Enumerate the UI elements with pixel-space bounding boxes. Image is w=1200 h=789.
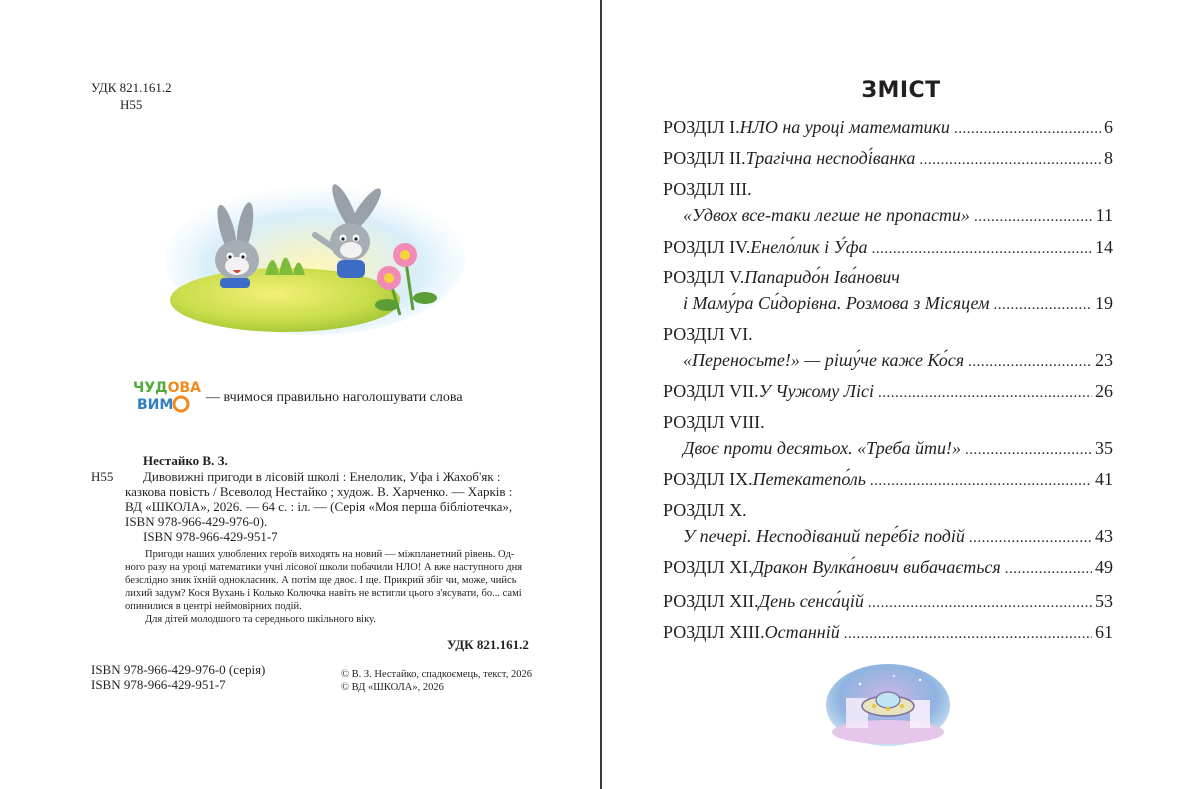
udk-bottom: УДК 821.161.2 [447, 637, 529, 652]
toc-title-text: «Переносьте!» — рішу́че каже Ко́ся [683, 350, 965, 370]
toc-row-7 [663, 380, 1113, 404]
bunnies-illustration [165, 180, 465, 340]
toc-leader [994, 294, 1092, 316]
right-page [602, 0, 1200, 789]
toc-title: ЗМІСТ [861, 78, 941, 103]
toc-page: 26 [1095, 381, 1113, 401]
toc-page: 6 [1104, 117, 1113, 137]
spaceship-illustration [824, 662, 952, 748]
toc-label: РОЗДІЛ III. [663, 179, 752, 199]
isbn-line: ISBN 978-966-429-951-7 [91, 677, 226, 692]
toc-row-11 [663, 556, 1113, 580]
logo-part-2: ОВА [167, 380, 201, 396]
toc-row-2 [663, 147, 1113, 171]
toc-row-5 [683, 292, 1113, 316]
toc-row-10 [683, 525, 1113, 549]
catalog-line: ВД «ШКОЛА», 2026. — 64 с. : іл. — (Серія «Моя перша бібліотечка», [125, 499, 513, 514]
toc-label: РОЗДІЛ XIII. [663, 622, 765, 642]
annotation-line: лихий задум? Кося Вухань і Колько Колючка навіть не встигли цього з'ясувати, бо... самі [125, 588, 522, 599]
toc-title-text: У Чужому Лісі [758, 381, 874, 401]
toc-leader [919, 149, 1101, 171]
toc-leader [1005, 558, 1092, 580]
toc-title-text: У печері. Несподіваний пере́біг подій [683, 526, 965, 546]
toc-page: 41 [1095, 469, 1113, 489]
toc-leader [878, 382, 1092, 404]
toc-page: 23 [1095, 350, 1113, 370]
toc-title-text: Трагічна несподі́ванка [745, 148, 916, 168]
catalog-heading: Нестайко В. З. [143, 453, 228, 468]
toc-page: 53 [1095, 591, 1113, 611]
catalog-entry [125, 469, 543, 544]
toc-label: РОЗДІЛ V. [663, 267, 745, 287]
toc-label: РОЗДІЛ VIII. [663, 412, 765, 432]
annotation [125, 548, 545, 626]
toc-leader [965, 439, 1092, 461]
toc-row-8 [683, 437, 1113, 461]
toc-page: 35 [1095, 438, 1113, 458]
toc-row-13 [663, 621, 1113, 645]
toc-page: 14 [1095, 237, 1113, 257]
catalog-author-sign: Н55 [91, 469, 114, 484]
audience-line: Для дітей молодшого та середнього шкільного віку. [145, 614, 376, 625]
toc-label: РОЗДІЛ XII. [663, 591, 759, 611]
toc-row-1 [663, 116, 1113, 140]
logo-part-3: ВИМ [137, 397, 174, 413]
catalog-line: ISBN 978-966-429-951-7 [143, 529, 278, 544]
toc-row-3 [683, 204, 1113, 228]
toc-title-text: Останній [764, 622, 840, 642]
copyright-line: © В. З. Нестайко, спадкоємець, текст, 2026 [341, 669, 532, 680]
toc-row-10-label [663, 499, 1113, 521]
toc-page: 49 [1095, 557, 1113, 577]
toc-title-text: День сенса́цій [758, 591, 864, 611]
annotation-line: ного разу на уроці математики учні лісової школи побачили НЛО! А вже наступного дня [125, 562, 523, 573]
toc-title-text: НЛО на уроці математики [739, 117, 950, 137]
toc-title-text: Петекатепо́ль [752, 469, 866, 489]
toc-leader [974, 206, 1093, 228]
toc-label: РОЗДІЛ VI. [663, 324, 753, 344]
isbn-line: ISBN 978-966-429-976-0 (серія) [91, 662, 266, 677]
toc-row-3-label [663, 178, 1113, 200]
toc-row-4 [663, 236, 1113, 260]
udk-top: УДК 821.161.2 [91, 80, 172, 95]
toc-leader [844, 623, 1092, 645]
isbn-block [91, 662, 265, 692]
toc-page: 43 [1095, 526, 1113, 546]
copyright-line: © ВД «ШКОЛА», 2026 [341, 682, 444, 693]
toc-title-text: і Маму́ра Си́дорівна. Розмова з Місяцем [683, 293, 990, 313]
toc-row-12 [663, 590, 1113, 614]
toc-row-6-label [663, 323, 1113, 345]
annotation-line: безслідно зник їхній однокласник. А потім ще двоє. І ще. Прикрий збіг чи, може, чийсь [125, 575, 517, 586]
toc-leader [954, 118, 1101, 140]
annotation-line: Пригоди наших улюблених героїв виходять на новий — міжпланетний рівень. Од- [145, 549, 515, 560]
toc-label: РОЗДІЛ IV. [663, 237, 751, 257]
series-description: — вчимося правильно наголошувати слова [206, 390, 463, 405]
toc-label: РОЗДІЛ IX. [663, 469, 753, 489]
catalog-line: Дивовижні пригоди в лісовій школі : Енелолик, Уфа і Жахоб'як : [143, 469, 501, 484]
toc-title-text: Папаридо́н Іва́нович [744, 267, 900, 287]
toc-title-text: Дракон Вулка́нович вибачається [752, 557, 1001, 577]
copyright-block [341, 668, 532, 694]
toc-leader [868, 592, 1092, 614]
toc-row-9 [663, 468, 1113, 492]
toc-label: РОЗДІЛ I. [663, 117, 740, 137]
toc-page: 11 [1095, 205, 1113, 225]
author-sign-top: Н55 [120, 97, 143, 112]
toc-row-5-label [663, 266, 1113, 288]
catalog-line: казкова повість / Всеволод Нестайко ; худож. В. Харченко. — Харків : [125, 484, 513, 499]
toc-page: 61 [1095, 622, 1113, 642]
toc-label: РОЗДІЛ VII. [663, 381, 759, 401]
toc-label: РОЗДІЛ XI. [663, 557, 753, 577]
toc-leader [872, 238, 1092, 260]
annotation-line: опинилися в центрі неймовірних подій. [125, 601, 302, 612]
series-logo [133, 380, 203, 416]
toc-title-text: Енело́лик і У́фа [750, 237, 868, 257]
logo-o-icon [171, 394, 191, 414]
catalog-line: ISBN 978-966-429-976-0). [125, 514, 268, 529]
toc-page: 19 [1095, 293, 1113, 313]
toc-label: РОЗДІЛ X. [663, 500, 747, 520]
toc-title-text: «Удвох все-таки легше не пропасти» [683, 205, 970, 225]
toc-row-6 [683, 349, 1113, 373]
toc-row-8-label [663, 411, 1113, 433]
toc-leader [969, 527, 1092, 549]
toc-leader [968, 351, 1092, 373]
logo-part-1: ЧУД [133, 380, 168, 396]
toc-title-text: Двоє проти десятьох. «Треба йти!» [683, 438, 961, 458]
toc-leader [870, 470, 1092, 492]
toc-label: РОЗДІЛ II. [663, 148, 746, 168]
toc-page: 8 [1104, 148, 1113, 168]
